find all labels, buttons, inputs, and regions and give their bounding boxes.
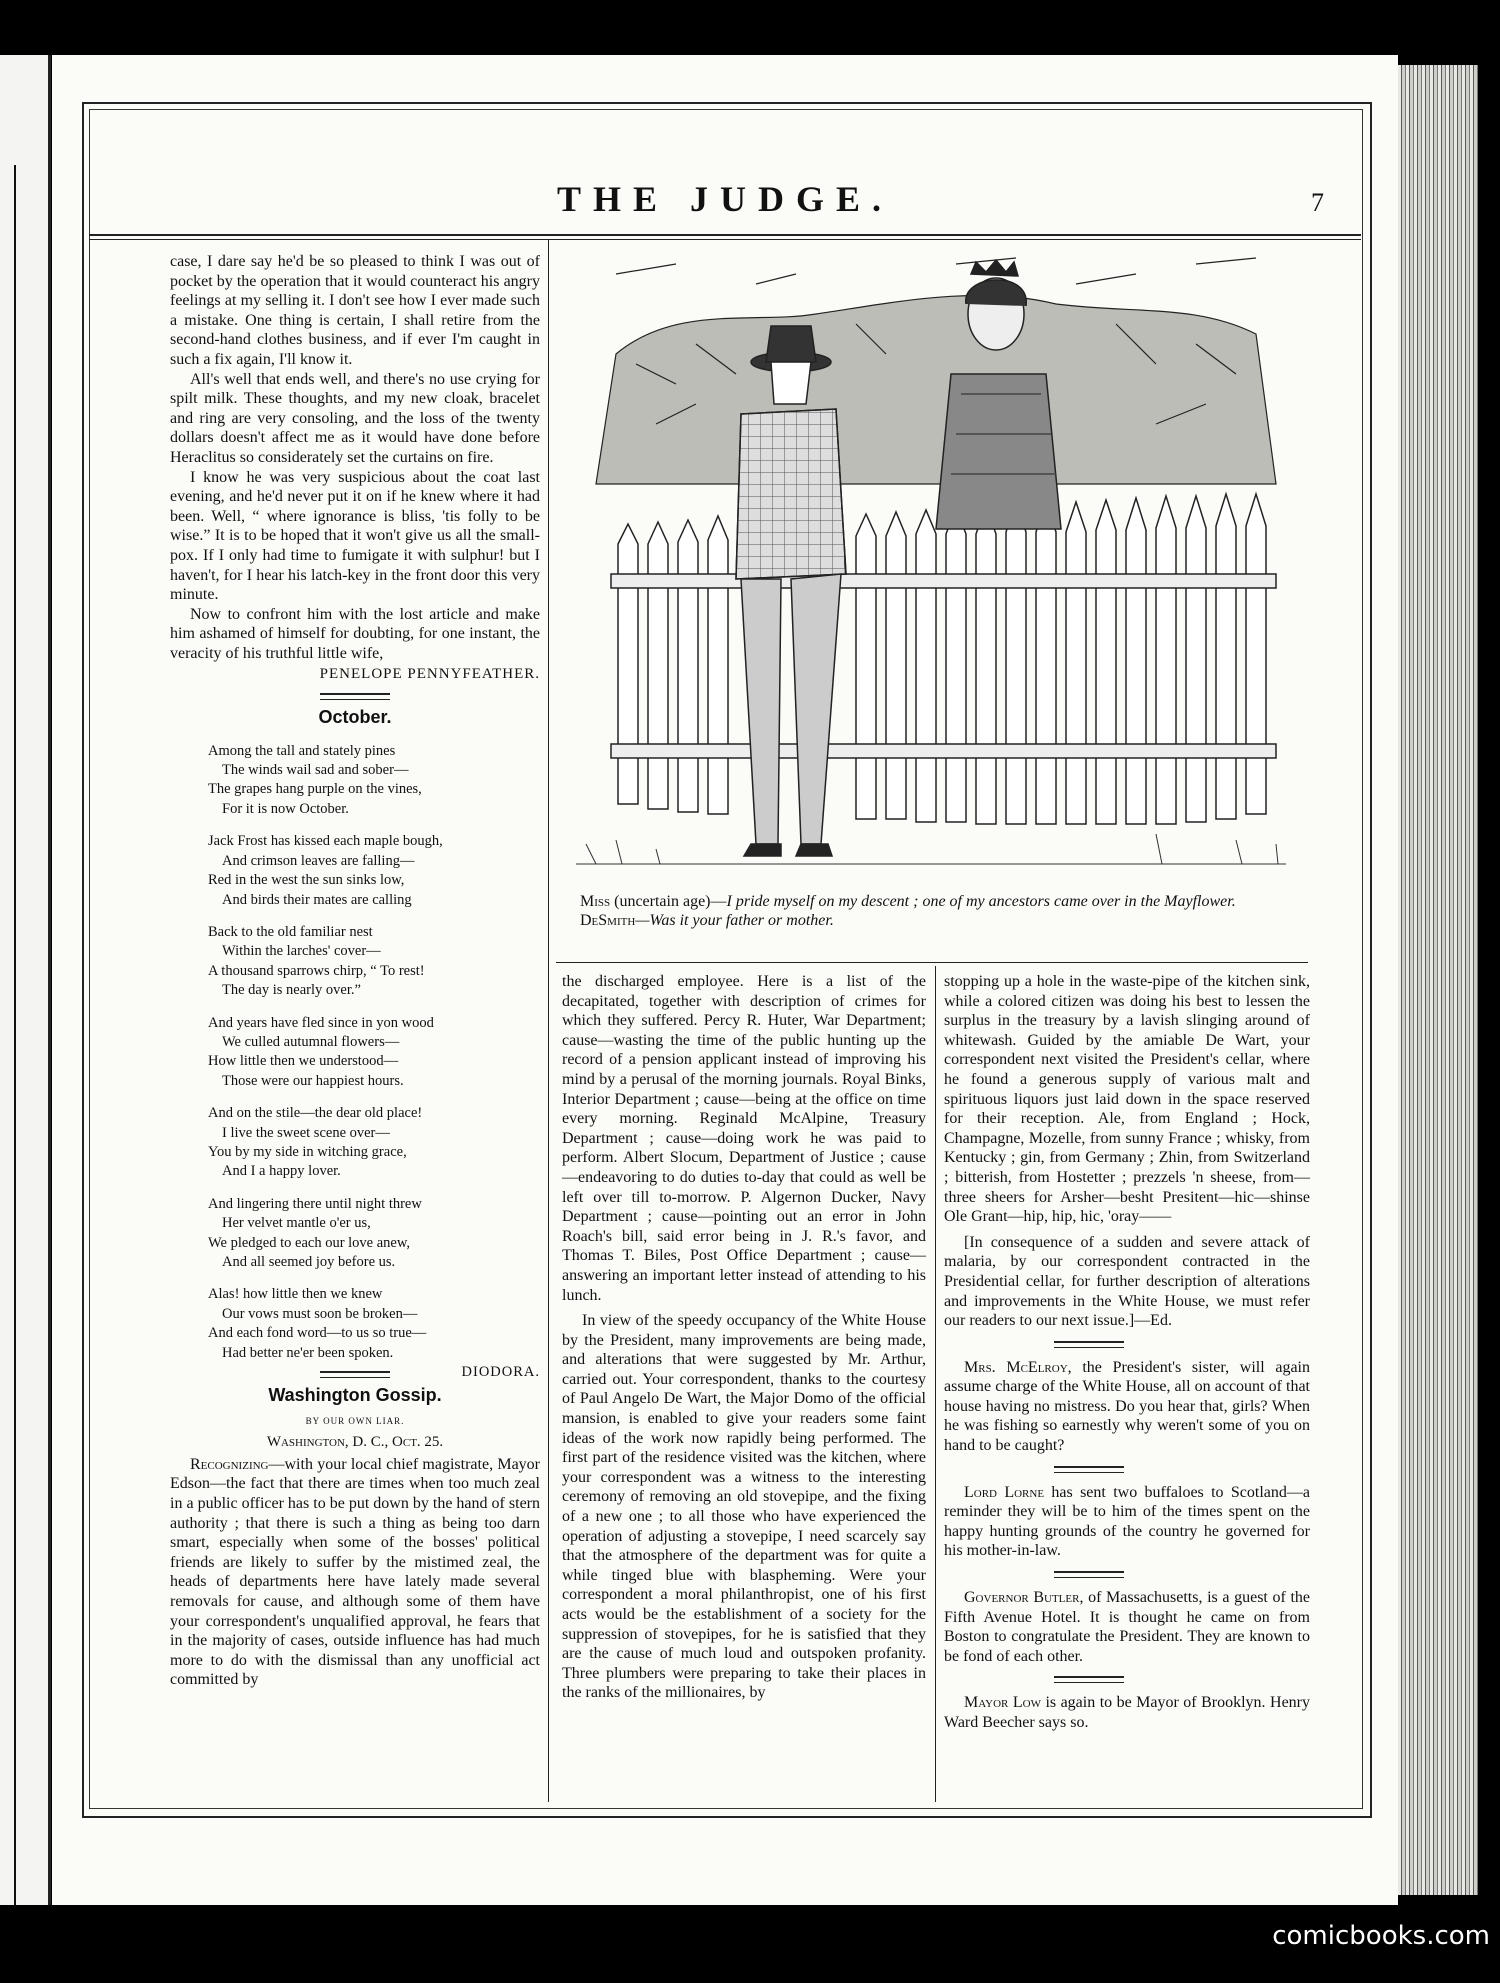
gossip-title: Washington Gossip.: [268, 1385, 442, 1406]
masthead-title: THE JUDGE.: [556, 179, 894, 219]
poem-line: We pledged to each our love anew,: [208, 1234, 411, 1251]
editor-note: [In consequence of a sudden and severe attack of malaria, by our correspondent contracted in the Presidential cellar, for further description of alterations and improvements in the White House, we must refer our readers to our next issue.]—Ed.: [944, 1233, 1310, 1330]
poem-line: Among the tall and stately pines: [208, 742, 396, 759]
news-item-text: of Massachusetts, is a guest of the Fifth Avenue Hotel. It is thought he came on from Boston to congratulate the President. They are known to be fond of each other.: [944, 1589, 1310, 1665]
column-divider: [935, 966, 936, 1802]
poem-line: The day is nearly over.”: [222, 982, 361, 999]
page-number: 7: [1311, 188, 1324, 217]
poem-line: A thousand sparrows chirp, “ To rest!: [208, 962, 425, 979]
poem-line: And lingering there until night threw: [208, 1195, 422, 1212]
poem: [208, 742, 540, 1381]
section-rule: [1054, 1571, 1124, 1578]
gossip-paragraph: [170, 1455, 540, 1690]
article-paragraph: In view of the speedy occupancy of the White House by the President, many improvements are being made, and alterations that were suggested by Mr. Arthur, carried out. Your correspondent, thanks to the courtesy of Paul Angelo De Wart, the Major Domo of the official mansion, is enabled to give your readers some faint ideas of the work now rapidly being performed. The first part of the residence visited was the kitchen, where your correspondent was a witness to the interesting ceremony of removing an old stovepipe, and the fixing of a new one ; to all those who have experienced the operation of adjusting a stovepipe, I need scarcely say that the atmosphere of the department was for quite a while tinged blue with blaspheming. Were your correspondent a moral philanthropist, one of his first acts would be the establishment of a society for the suppression of stovepipes, for he is satisfied that they are the cause of much loud and outspoken profanity. Three plumbers were preparing to take their places in the ranks of the millionaires, by: [562, 1312, 926, 1702]
poem-stanza: [208, 832, 540, 910]
news-item-lead: Governor Butler,: [964, 1589, 1084, 1607]
poem-line: And crimson leaves are falling—: [222, 852, 415, 869]
section-rule: [320, 693, 390, 700]
poem-line: And I a happy lover.: [222, 1163, 341, 1180]
news-item-text: the President's sister, will again assume charge of the White House, all on account of that house having no mistress. Do you hear that, girls? When he was fishing so earnestly why weren't some of you on hand to be caught?: [944, 1358, 1310, 1455]
news-item: [944, 1693, 1310, 1732]
poem-line: Within the larches' cover—: [222, 943, 381, 960]
poem-line: Those were our happiest hours.: [222, 1072, 404, 1089]
gossip-lead: Recognizing: [190, 1455, 269, 1473]
column-middle: [562, 972, 926, 1703]
poem-line: How little then we understood—: [208, 1053, 399, 1070]
caption-rule: [556, 962, 1308, 963]
poem-line: Jack Frost has kissed each maple bough,: [208, 833, 443, 850]
column-left: [170, 252, 540, 1690]
caption-dialogue: —Was it your father or mother.: [635, 912, 834, 929]
poem-stanza: [208, 742, 540, 820]
poem-line: Alas! how little then we knew: [208, 1286, 383, 1303]
gossip-text: —with your local chief magistrate, Mayor Edson—the fact that there are times when too much zeal in a public officer has to be put down by the hand of stern authority ; that there is such a thing as being too darn smart, especially when some of the bosses' political friends are likely to suffer by the mistimed zeal, the heads of departments here have lately made several removals for cause, and although some of them have your correspondent's unqualified approval, he fears that in the majority of cases, outside influence has had much more to do with the dismissal than any unofficial act committed by: [170, 1455, 540, 1689]
news-item: [944, 1358, 1310, 1456]
poem-line: You by my side in witching grace,: [208, 1143, 407, 1160]
caption-line-1: [562, 892, 1308, 911]
news-item-lead: Mrs. McElroy,: [964, 1358, 1072, 1376]
masthead-rule: [89, 234, 1361, 236]
article-paragraph: the discharged employee. Here is a list of the decapitated, together with description of crimes for which they suffered. Percy R. Huter, War Department; cause—wasting the time of the public hunting up the record of a pension applicant instead of improving his mind by a perusal of the morning journals. Royal Binks, Interior Department ; cause—being at the office on time every morning. Reginald McAlpine, Treasury Department ; cause—doing work he was paid to perform. Albert Slocum, Department of Justice ; cause—endeavoring to do duties to-day that could as well be left over till to-morrow. P. Algernon Ducker, Navy Department ; cause—pointing out an error in John Roach's bill, said error being in J. R.'s favor, and Thomas T. Biles, Post Office Department ; cause—answering an important letter instead of attending to his lunch.: [562, 973, 926, 1304]
story-paragraph: I know he was very suspicious about the coat last evening, and he'd never put it on if he knew where it had been. Well, “ where ignorance is bliss, 'tis folly to be wise.” It is to be hoped that it won't give us all the small-pox. If I only had time to fumigate it with sulphur! but I haven't, for I hear his latch-key in the front door this very minute.: [170, 468, 540, 604]
section-rule: [320, 1371, 390, 1378]
poem-title: October.: [318, 707, 392, 728]
book-page-edges: [1398, 65, 1478, 1895]
gossip-dateline: Washington, D. C., Oct. 25.: [266, 1434, 444, 1451]
poem-line: We culled autumnal flowers—: [222, 1033, 400, 1050]
news-item-lead: Lord Lorne: [964, 1483, 1045, 1501]
poem-line: The grapes hang purple on the vines,: [208, 781, 422, 798]
poem-author: DIODORA.: [461, 1364, 540, 1381]
poem-line: For it is now October.: [222, 800, 349, 817]
poem-stanza: [208, 1104, 540, 1182]
caption-dialogue: I pride myself on my descent ; one of my ancestors came over in the Mayflower.: [726, 893, 1236, 910]
poem-line-text: Had better ne'er been spoken.: [222, 1344, 394, 1361]
poem-line: [208, 1344, 540, 1381]
poem-stanza: [208, 1195, 540, 1273]
story-paragraph: case, I dare say he'd be so pleased to think I was out of pocket by the operation that it would counteract his angry feelings at my selling it. I don't see how I ever made such a mistake. One thing is certain, I shall retire from the second-hand clothes business, and if ever I'm caught in such a fix again, I'll know it.: [170, 253, 540, 368]
caption-speaker: Miss: [580, 893, 611, 910]
poem-stanza: [208, 1285, 540, 1381]
poem-line: Her velvet mantle o'er us,: [222, 1215, 371, 1232]
site-watermark: comicbooks.com: [1272, 1921, 1490, 1951]
poem-line: Back to the old familiar nest: [208, 923, 373, 940]
story-signature: PENELOPE PENNYFEATHER.: [319, 666, 540, 683]
caption-line-2: [562, 911, 1308, 930]
news-item-lead: Mayor Low: [964, 1694, 1041, 1712]
news-item-text: is again to be Mayor of Brooklyn. Henry Ward Beecher says so.: [944, 1694, 1310, 1731]
column-divider: [548, 240, 549, 1802]
news-item: [944, 1483, 1310, 1561]
section-rule: [1054, 1341, 1124, 1348]
news-item-text: has sent two buffaloes to Scotland—a reminder they will be to him of the times spent on the happy hunting grounds of the country he governed for his mother-in-law.: [944, 1483, 1310, 1560]
poem-line: Red in the west the sun sinks low,: [208, 872, 405, 889]
poem-line: Our vows must soon be broken—: [222, 1305, 418, 1322]
poem-line: The winds wail sad and sober—: [222, 762, 409, 779]
poem-line: And all seemed joy before us.: [222, 1254, 396, 1270]
masthead-rule-thin: [89, 239, 1361, 240]
column-right: [944, 972, 1310, 1733]
poem-stanza: [208, 923, 540, 1001]
poem-line: And on the stile—the dear old place!: [208, 1105, 423, 1122]
caption-speaker: DeSmith: [580, 912, 636, 929]
poem-line: I live the sweet scene over—: [222, 1124, 390, 1141]
news-item: [944, 1588, 1310, 1666]
section-rule: [1054, 1676, 1124, 1683]
poem-stanza: [208, 1014, 540, 1092]
adjacent-page-edge: [0, 55, 51, 1905]
cartoon-illustration: [556, 244, 1308, 884]
story-paragraph: Now to confront him with the lost article and make him ashamed of himself for doubting, for one instant, the veracity of his truthful little wife,: [170, 605, 540, 662]
caption-note: (uncertain age)—: [614, 893, 727, 910]
gossip-byline: BY OUR OWN LIAR.: [305, 1415, 405, 1426]
article-paragraph: stopping up a hole in the waste-pipe of the kitchen sink, while a colored citizen was doing his best to lessen the surplus in the treasury by a lavish slinging around of whitewash. Guided by the amiable De Wart, your correspondent next visited the President's cellar, where he found a generous supply of various malt and spirituous liquors just laid down in the space reserved for their reception. Ale, from England ; Hock, Champagne, Mozelle, from sunny France ; whisky, from Kentucky ; gin, from Germany ; Zhin, from Switzerland ; bitterish, from Hostetter ; prezzels 'n sheese, from—three sheers for Arsher—besht Presitent—hic—shinse Ole Grant—hip, hip, hic, 'oray——: [944, 973, 1310, 1226]
picket-fence: [611, 494, 1276, 824]
cartoon-caption: [562, 892, 1308, 930]
poem-line: And years have fled since in yon wood: [208, 1014, 434, 1031]
poem-line: And birds their mates are calling: [222, 891, 412, 908]
poem-line: And each fond word—to us so true—: [208, 1325, 427, 1342]
section-rule: [1054, 1466, 1124, 1473]
story-paragraph: All's well that ends well, and there's no use crying for spilt milk. These thoughts, and my new cloak, bracelet and ring are very consoling, and the loss of the twenty dollars doesn't affect me as it would have done before Heraclitus so considerately set the curtains on fire.: [170, 370, 540, 466]
